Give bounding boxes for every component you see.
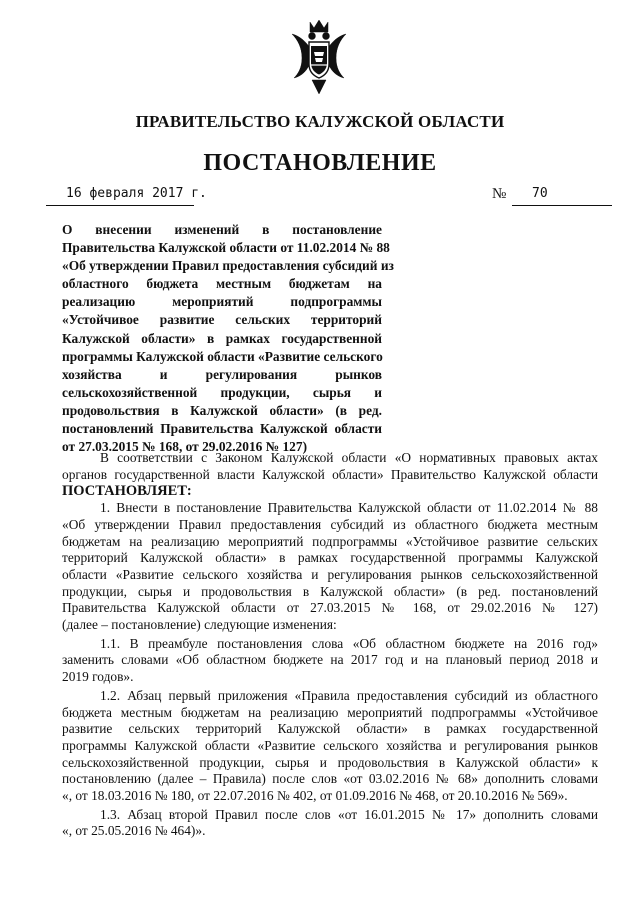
subject-line: Калужской области» в рамках государственной xyxy=(62,330,382,346)
body-line: продукции, сырья и продовольствия в Калужской области» (в ред. постановлений xyxy=(62,583,598,599)
subject-line: продовольствия в Калужской области» (в ред. xyxy=(62,402,382,418)
body-line: органов государственной власти Калужской области» Правительство Калужской области xyxy=(62,466,598,482)
body-line: территорий Калужской области» в рамках государственной программы Калужской xyxy=(62,550,598,566)
body-line: 1. Внести в постановление Правительства Калужской области от 11.02.2014 № 88 xyxy=(100,500,598,516)
body-line: 1.2. Абзац первый приложения «Правила предоставления субсидий из областного xyxy=(100,687,598,703)
kaluga-coat-of-arms-icon xyxy=(288,18,350,98)
document-body xyxy=(62,450,598,840)
subject-line: реализацию мероприятий подпрограммы xyxy=(62,294,382,310)
body-line: «Об утверждении Правил предоставления субсидий из областного бюджета местным xyxy=(62,516,598,532)
body-line: Правительства Калужской области от 27.03.2015 № 168, от 29.02.2016 № 127) xyxy=(62,600,598,616)
body-line: 2019 годов». xyxy=(62,669,134,685)
subject-line: О внесении изменений в постановление xyxy=(62,222,382,237)
body-line: сельскохозяйственной продукции, сырья и продовольствия в Калужской области» к xyxy=(62,754,598,770)
body-line: заменить словами «Об областном бюджете на 2017 год и на плановый период 2018 и xyxy=(62,652,598,668)
subject-line: сельскохозяйственной продукции, сырья и xyxy=(62,384,382,400)
government-title: ПРАВИТЕЛЬСТВО КАЛУЖСКОЙ ОБЛАСТИ xyxy=(135,112,505,131)
number-underline xyxy=(512,187,612,206)
subject-line: Правительства Калужской области от 11.02.2014 № 88 xyxy=(62,240,390,256)
document-type: ПОСТАНОВЛЕНИЕ xyxy=(203,150,437,176)
body-line: бюджета местным бюджетам на реализацию мероприятий подпрограммы «Устойчивое xyxy=(62,704,598,720)
body-line: «, от 25.05.2016 № 464)». xyxy=(62,823,206,839)
body-line: В соответствии с Законом Калужской области «О нормативных правовых актах xyxy=(100,450,598,465)
body-line: 1.1. В преамбуле постановления слова «Об областном бюджете на 2016 год» xyxy=(100,635,598,651)
document-subject xyxy=(62,221,394,456)
document-date: 16 февраля 2017 г. xyxy=(66,186,207,201)
body-line: (далее – постановление) следующие изменения: xyxy=(62,617,337,633)
body-line: «, от 18.03.2016 № 180, от 22.07.2016 № 402, от 01.09.2016 № 468, от 20.10.2016 № 569». xyxy=(62,788,568,804)
subject-line: хозяйства и регулирования рынков xyxy=(62,366,382,382)
subject-line: постановлений Правительства Калужской области xyxy=(62,421,382,437)
subject-line: от 27.03.2015 № 168, от 29.02.2016 № 127) xyxy=(62,439,308,455)
number-label: № xyxy=(492,186,507,202)
document-number: 70 xyxy=(532,186,548,201)
subject-line: «Устойчивое развитие сельских территорий xyxy=(62,312,382,328)
subject-line: областного бюджета местным бюджетам на xyxy=(62,276,382,292)
subject-line: программы Калужской области «Развитие сельского xyxy=(62,348,383,364)
body-line: постановлению (далее – Правила) после слов «от 03.02.2016 № 68» дополнить словами xyxy=(62,771,598,787)
body-line: 1.3. Абзац второй Правил после слов «от 16.01.2015 № 17» дополнить словами xyxy=(100,806,598,822)
body-line: программы Калужской области «Развитие сельского хозяйства и регулирования рынков xyxy=(62,737,598,753)
body-line: развитие сельских территорий Калужской области» в рамках государственной xyxy=(62,721,598,737)
resolves-heading: ПОСТАНОВЛЯЕТ: xyxy=(62,483,192,500)
subject-line: «Об утверждении Правил предоставления субсидий из xyxy=(62,258,394,274)
body-line: бюджетам на реализацию мероприятий подпрограммы «Устойчивое развитие сельских xyxy=(62,533,598,549)
body-line: области «Развитие сельского хозяйства и регулирования рынков сельскохозяйственной xyxy=(62,566,598,582)
